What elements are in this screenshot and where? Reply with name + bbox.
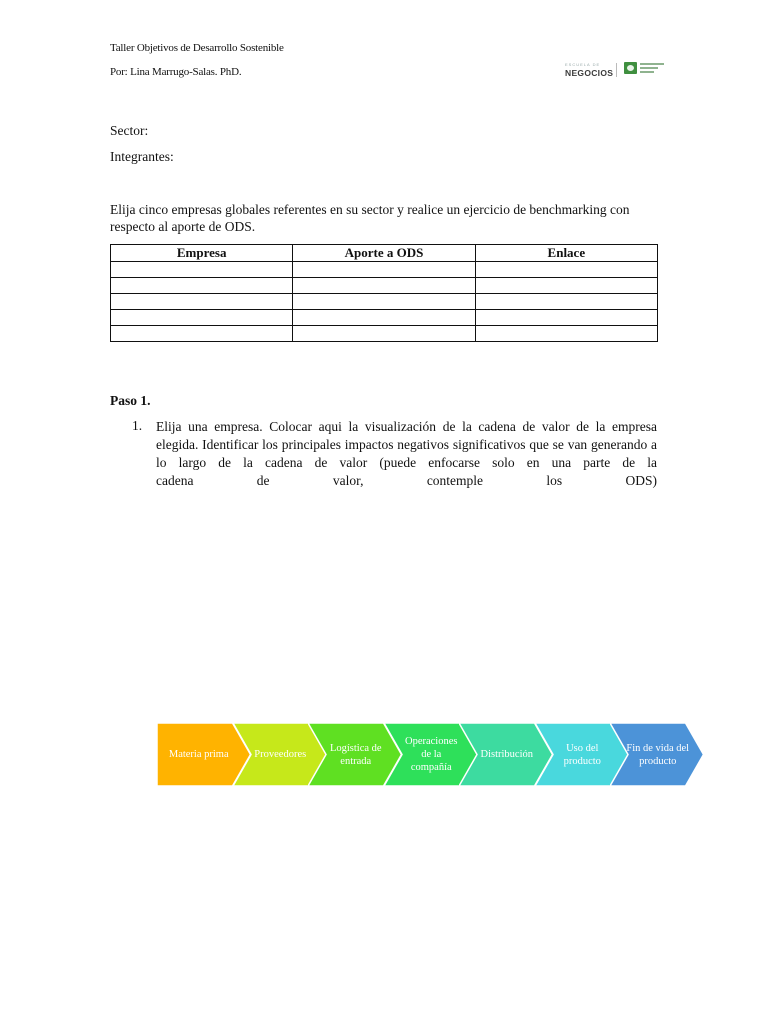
table-cell[interactable] [293, 294, 475, 310]
instruction-text: Elija cinco empresas globales referentes en su sector y realice un ejercicio de benchmarking con respecto al aporte de ODS. [110, 202, 630, 234]
negocios-logo-text: NEGOCIOS [565, 68, 614, 78]
value-chain-step-label: Materia prima [168, 749, 229, 760]
table-row [111, 294, 658, 310]
negocios-logo-small-text: ESCUELA DE [565, 62, 601, 67]
paso-instruction [156, 418, 657, 490]
table-row [111, 310, 658, 326]
table-cell[interactable] [111, 262, 293, 278]
document-title: Taller Objetivos de Desarrollo Sostenible [110, 42, 284, 54]
table-cell[interactable] [111, 278, 293, 294]
table-cell[interactable] [293, 310, 475, 326]
table-cell[interactable] [293, 278, 475, 294]
table-cell[interactable] [475, 326, 657, 342]
table-row [111, 326, 658, 342]
integrantes-label: Integrantes: [110, 149, 174, 164]
header-enlace: Enlace [475, 245, 657, 262]
table-cell[interactable] [475, 278, 657, 294]
table-cell[interactable] [111, 326, 293, 342]
table-cell[interactable] [475, 310, 657, 326]
value-chain-step-label: Operaciones de la compañía [405, 736, 458, 773]
university-logo [624, 62, 664, 76]
document-author: Por: Lina Marrugo-Salas. PhD. [110, 66, 242, 78]
benchmark-table [110, 244, 658, 342]
table-cell[interactable] [293, 326, 475, 342]
logo-divider [616, 63, 617, 77]
negocios-logo [565, 62, 613, 78]
paso-text-main: Elija una empresa. Colocar aqui la visualización de la cadena de valor de la empresa elegida. Identificar los principales impactos negativos significativos que se van generando a lo largo de la cadena de valor (puede enfocarse solo en una parte de la [156, 419, 657, 470]
value-chain-step-label: Distribución [480, 749, 533, 760]
value-chain-step-label: Uso del producto [563, 742, 601, 767]
university-seal-icon [624, 62, 637, 74]
table-cell[interactable] [475, 294, 657, 310]
sector-label: Sector: [110, 123, 149, 138]
table-cell[interactable] [475, 262, 657, 278]
table-header-row [111, 245, 658, 262]
table-row [111, 262, 658, 278]
paso-title: Paso 1. [110, 393, 151, 408]
paso-text-last: cadena de valor, contemple los ODS) [156, 473, 657, 488]
value-chain-step-label: Fin de vida del producto [626, 742, 690, 767]
table-cell[interactable] [111, 310, 293, 326]
value-chain-step-label: Proveedores [254, 749, 307, 760]
table-cell[interactable] [111, 294, 293, 310]
table-row [111, 278, 658, 294]
value-chain-step-label: Logística de entrada [329, 742, 382, 767]
header-aporte-ods: Aporte a ODS [293, 245, 475, 262]
list-number: 1. [132, 418, 143, 433]
header-empresa: Empresa [111, 245, 293, 262]
table-cell[interactable] [293, 262, 475, 278]
